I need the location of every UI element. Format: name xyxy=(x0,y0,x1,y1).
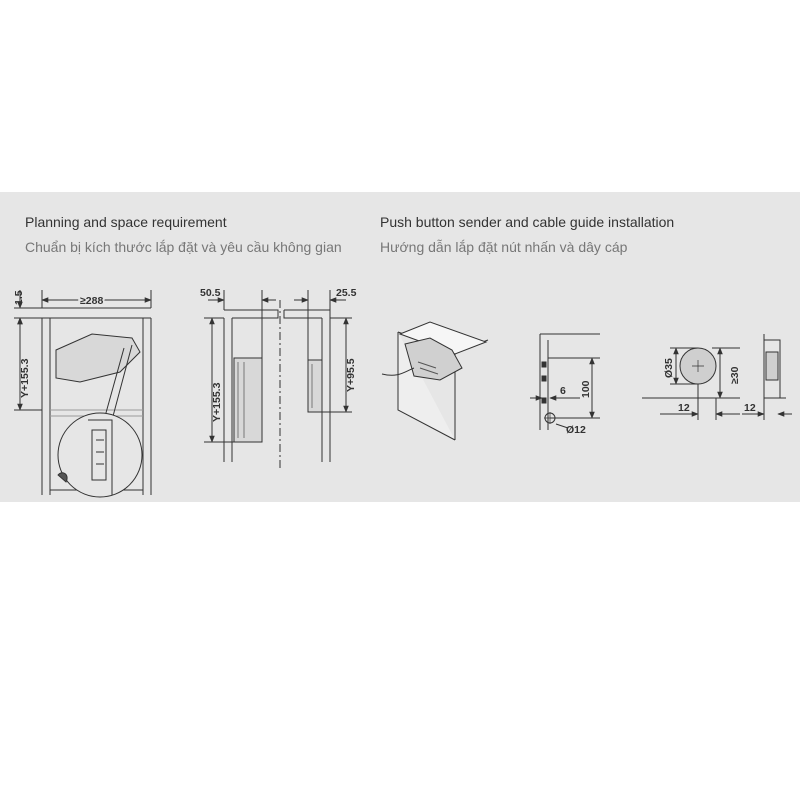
dim-side-height-left xyxy=(204,318,234,442)
push-button-perspective xyxy=(382,322,488,440)
cup-insert xyxy=(766,352,778,380)
dim-offset-left xyxy=(208,290,276,358)
lift-arm xyxy=(56,334,140,382)
dim-offset-right xyxy=(294,290,346,360)
detail-magnifier xyxy=(58,413,142,497)
push-button-subtitle: Hướng dẫn lắp đặt nút nhấn và dây cáp xyxy=(380,239,628,255)
label-side-edge: 12 xyxy=(744,402,756,414)
label-offset-right: 25.5 xyxy=(336,287,357,299)
label-side-height-left: Y+155.3 xyxy=(211,382,223,422)
cup-hole-view xyxy=(642,348,740,420)
label-button-offset: 6 xyxy=(560,385,566,397)
label-left-height: Y+155.3 xyxy=(19,358,31,398)
dim-button-spacing xyxy=(548,358,600,418)
label-button-spacing: 100 xyxy=(580,380,592,398)
label-offset-left: 50.5 xyxy=(200,287,221,299)
label-cap-diameter: Ø35 xyxy=(663,358,675,378)
side-section-diagram xyxy=(204,290,352,470)
label-width: ≥288 xyxy=(80,295,104,307)
label-top-gap: 1.5 xyxy=(13,290,25,305)
push-button-title: Push button sender and cable guide installation xyxy=(380,214,675,230)
label-hole-diameter: Ø12 xyxy=(566,424,586,436)
label-cap-edge: 12 xyxy=(678,402,690,414)
dim-cap-edge xyxy=(660,384,740,420)
planning-subtitle: Chuẩn bị kích thước lắp đặt và yêu cầu không gian xyxy=(25,239,342,255)
planning-title: Planning and space requirement xyxy=(25,214,227,230)
lift-unit-right xyxy=(308,360,322,412)
planning-cabinet-diagram xyxy=(14,290,151,497)
label-side-height-right: Y+95.5 xyxy=(345,358,357,392)
label-cap-depth: ≥30 xyxy=(729,366,741,384)
